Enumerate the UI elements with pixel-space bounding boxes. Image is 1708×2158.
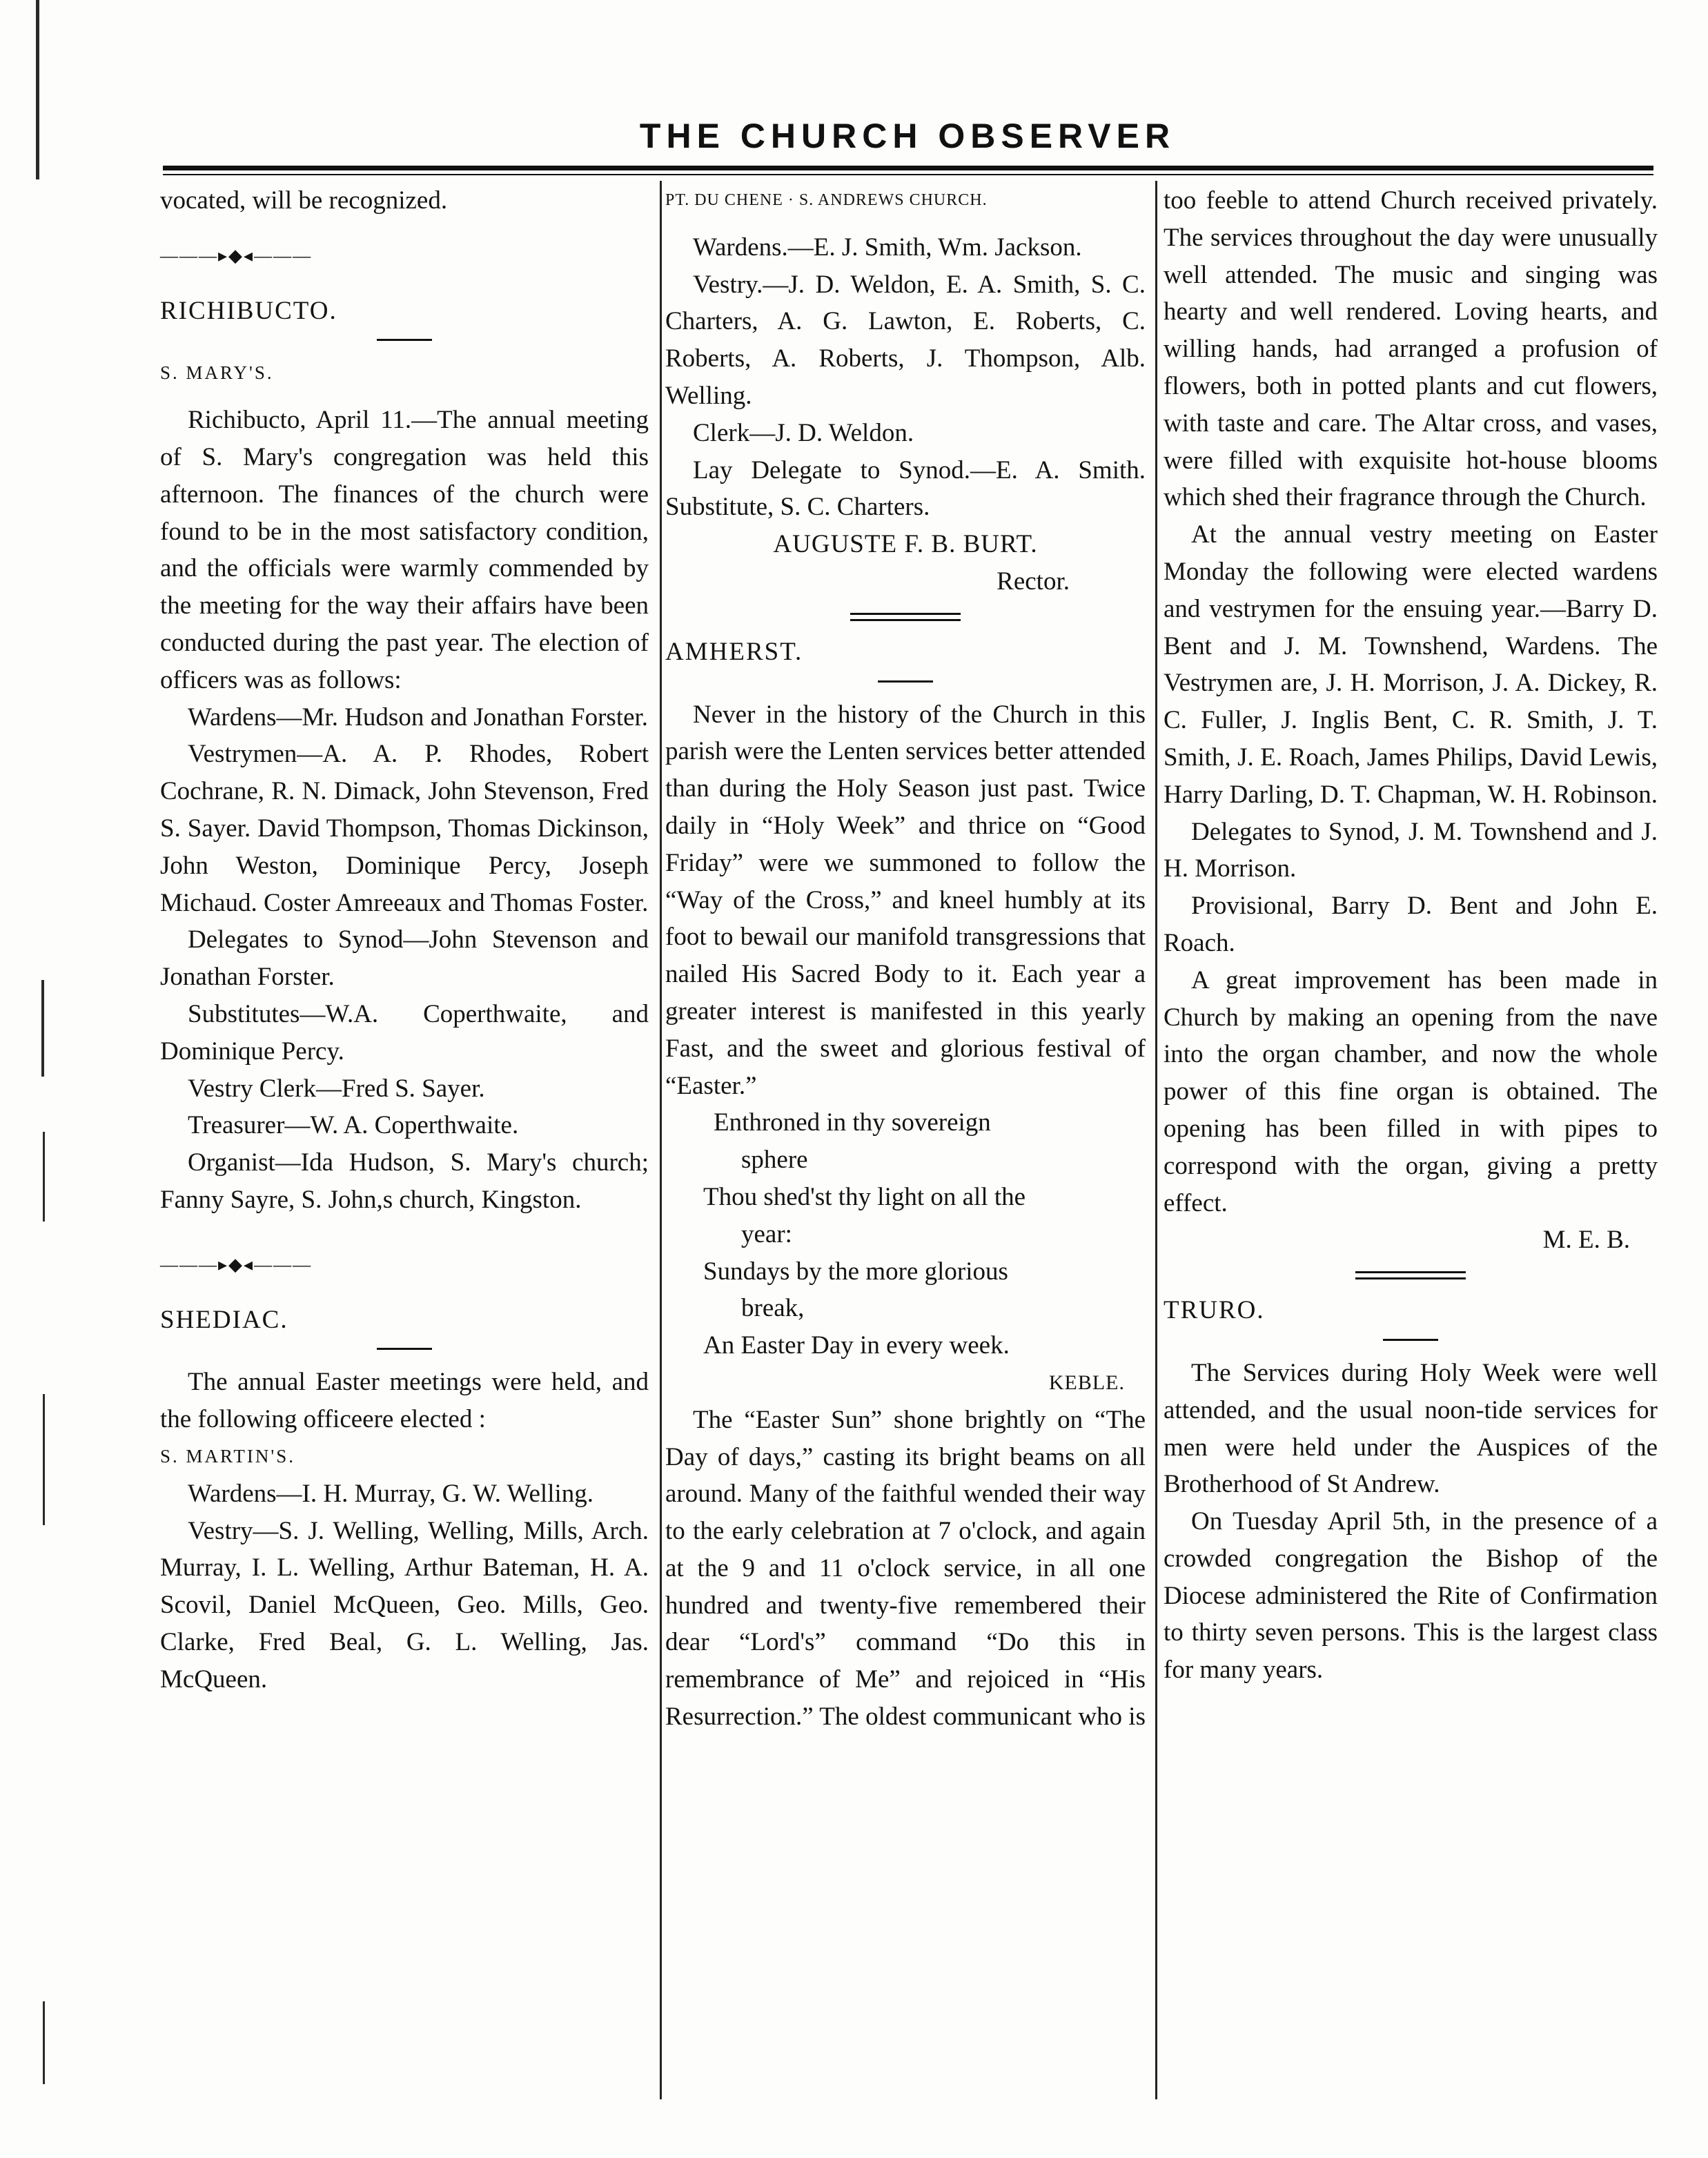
column-1 [160,182,649,1698]
paragraph: Vestry.—J. D. Weldon, E. A. Smith, S. C. Charters, A. G. Lawton, E. Roberts, C. Roberts, A. Roberts, J. Thompson, Alb. Welling. [665,270,1146,410]
paragraph: On Tuesday April 5th, in the presence of a crowded congregation the Bishop of the Diocese administered the Rite of Confirmation to thirty seven persons. This is the largest class for many years. [1164,1507,1658,1685]
verse-line: Enthroned in thy sovereign [714,1108,991,1137]
paragraph: Delegates to Synod—John Stevenson and Jonathan Forster. [160,925,649,992]
column-divider-left [660,181,662,2099]
paragraph: A great improvement has been made in Church by making an opening from the nave into the organ chamber, and now the whole power of this fine organ is obtained. The opening has been filled in with pipes to correspond with the organ, giving a pretty effect. [1164,965,1658,1217]
paragraph: Vestry—S. J. Welling, Welling, Mills, Arch. Murray, I. L. Welling, Arthur Bateman, H. A. Scovil, Daniel McQueen, Geo. Mills, Geo. Clarke, Fred Beal, G. L. Welling, Jas. McQueen. [160,1516,649,1694]
section-ornament: ———▸◆◂——— [160,1254,313,1275]
paragraph: Treasurer—W. A. Coperthwaite. [188,1111,519,1140]
masthead-rule-thin [163,174,1653,175]
paragraph: The Services during Holy Week were well attended, and the usual noon-tide services for men were held under the Auspices of the Brotherhood of St Andrew. [1164,1358,1658,1499]
column-2 [665,182,1146,1736]
paragraph: Vestry Clerk—Fred S. Sayer. [188,1074,485,1103]
paragraph: The annual Easter meetings were held, and the following officeere elected : [160,1368,649,1434]
left-edge-scan-mark [43,1132,45,1222]
left-edge-scan-mark [43,2001,45,2084]
paragraph: Clerk—J. D. Weldon. [693,418,914,447]
left-edge-scan-mark [36,0,39,179]
paragraph: Wardens—Mr. Hudson and Jonathan Forster. [188,703,649,732]
signature-name: AUGUSTE F. B. BURT. [773,530,1038,559]
section-heading-shediac: SHEDIAC. [160,1305,288,1334]
paragraph: Organist—Ida Hudson, S. Mary's church; Fanny Sayre, S. John,s church, Kingston. [160,1148,649,1214]
paragraph: Never in the history of the Church in this parish were the Lenten services better attended than during the Holy Season just past. Twice daily in “Holy Week” and thrice on “Good Friday” were we summoned to follow the “Way of the Cross,” and kneel humbly at its foot to bewail our manifold transgressions that nailed His Sacred Body to it. Each year a greater interest is manifested in this yearly Fast, and the sweet and glorious festival of “Easter.” [665,700,1146,1100]
paragraph: Vestrymen—A. A. P. Rhodes, Robert Cochrane, R. N. Dimack, John Stevenson, Fred S. Sayer. David Thompson, Thomas Dickinson, John Weston, Dominique Percy, Joseph Michaud. Coster Amreeaux and Thomas Foster. [160,740,649,917]
section-double-rule [850,613,961,621]
verse-line: year: [741,1219,792,1248]
paragraph: At the annual vestry meeting on Easter Monday the following were elected wardens and vestrymen for the ensuing year.—Barry D. Bent and J. M. Townshend, Wardens. The Vestrymen are, J. H. Morrison, J. A. Dickey, R. C. Fuller, J. Inglis Bent, C. R. Smith, J. T. Smith, J. E. Roach, James Philips, David Lewis, Harry Darling, D. T. Chapman, W. H. Robinson. [1164,520,1658,809]
heading-underline [878,680,933,683]
subheading-pt-du-chene: PT. DU CHENE · S. ANDREWS CHURCH. [665,191,988,209]
paragraph: Wardens.—E. J. Smith, Wm. Jackson. [693,233,1082,262]
subheading-s-martins: S. MARTIN'S. [160,1445,296,1467]
paragraph: Wardens—I. H. Murray, G. W. Welling. [188,1479,594,1508]
continued-text: too feeble to attend Church received privately. The services throughout the day were unusually well attended. The music and singing was hearty and well rendered. Loving hearts, and willing hands, had arranged a profusion of flowers, both in potted plants and cut flowers, with taste and care. The Altar cross, and vases, were filled with exquisite hot-house blooms which shed their fragrance through the Church. [1164,186,1658,512]
verse-author: KEBLE. [1048,1371,1125,1394]
paragraph: Richibucto, April 11.—The annual meeting of S. Mary's congregation was held this afternoon. The finances of the church were found to be in the most satisfactory condition, and the officials were warmly commended by the meeting for the way their affairs have been conducted during the past year. The election of officers was as follows: [160,406,649,694]
paragraph: Substitutes—W.A. Coperthwaite, and Dominique Percy. [160,999,649,1066]
continued-text: vocated, will be recognized. [160,186,448,215]
section-heading-truro: TRURO. [1164,1296,1265,1325]
heading-underline [1383,1339,1438,1341]
column-divider-right [1155,181,1157,2099]
verse-line: An Easter Day in every week. [703,1331,1010,1360]
verse-line: Sundays by the more glorious [703,1257,1008,1286]
signature-initials: M. E. B. [1542,1226,1630,1255]
section-heading-amherst: AMHERST. [665,637,803,666]
paragraph: The “Easter Sun” shone brightly on “The Day of days,” casting its bright beams on all around. Many of the faithful wended their way to the early celebration at 7 o'clock, and again at the 9 and 11 o'clock service, in all one hundred and twenty-five remembered their dear “Lord's” command “Do this in remembrance of Me” and rejoiced in “His Resurrection.” The oldest communicant who is [665,1405,1146,1732]
paragraph: Delegates to Synod, J. M. Townshend and J. H. Morrison. [1164,817,1658,883]
heading-underline [377,1348,432,1350]
verse-line: Thou shed'st thy light on all the [703,1182,1026,1211]
signature-title: Rector. [997,567,1070,596]
subheading-s-marys: S. MARY'S. [160,362,274,384]
column-3 [1164,182,1658,1689]
paragraph: Lay Delegate to Synod.—E. A. Smith. Substitute, S. C. Charters. [665,455,1146,522]
verse-line: break, [741,1294,805,1323]
left-edge-scan-mark [43,1394,45,1525]
section-heading-richibucto: RICHIBUCTO. [160,296,337,325]
section-ornament: ———▸◆◂——— [160,245,313,266]
verse-line: sphere [741,1146,808,1175]
left-edge-scan-mark [41,980,44,1077]
paragraph: Provisional, Barry D. Bent and John E. Roach. [1164,892,1658,957]
section-double-rule [1355,1271,1466,1279]
heading-underline [377,339,432,341]
masthead-rule-thick [163,166,1653,170]
masthead-title: THE CHURCH OBSERVER [639,117,1176,155]
